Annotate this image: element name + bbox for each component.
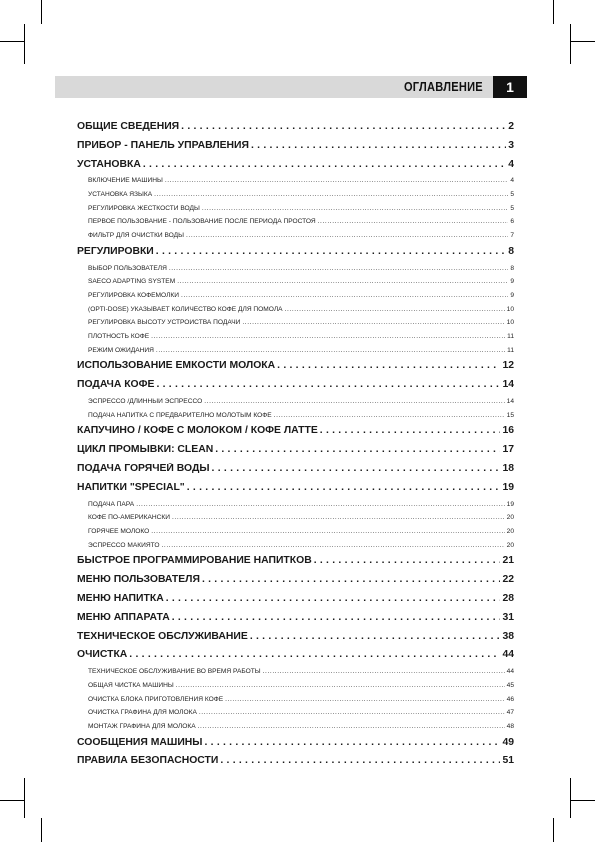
toc-dot-leader: [263, 668, 505, 675]
toc-dot-leader: [225, 696, 505, 703]
toc-section-entry[interactable]: [77, 463, 514, 482]
toc-dot-leader: [320, 425, 501, 436]
toc-entry-label: ПЕРВОЕ ПОЛЬЗОВАНИЕ - ПОЛЬЗОВАНИЕ ПОСЛЕ ПЕРИОДА ПРОСТОЯ: [88, 218, 316, 226]
toc-entry-page-number: 5: [510, 191, 514, 199]
toc-entry-page-number: 4: [510, 177, 514, 185]
toc-dot-leader: [129, 649, 500, 660]
toc-entry-page-number: 11: [507, 333, 514, 341]
toc-subsection-entry[interactable]: [77, 542, 514, 556]
toc-entry-page-number: 49: [502, 736, 514, 748]
toc-dot-leader: [176, 682, 505, 689]
toc-entry-label: БЫСТРОЕ ПРОГРАММИРОВАНИЕ НАПИТКОВ: [77, 555, 312, 567]
toc-subsection-entry[interactable]: [77, 528, 514, 542]
toc-subsection-entry[interactable]: [77, 514, 514, 528]
toc-dot-leader: [204, 398, 504, 405]
toc-subsection-entry[interactable]: [77, 723, 514, 737]
toc-entry-label: ОБЩИЕ СВЕДЕНИЯ: [77, 121, 180, 132]
toc-entry-page-number: 4: [508, 158, 514, 170]
toc-entry-label: ПРИБОР - ПАНЕЛЬ УПРАВЛЕНИЯ: [77, 139, 249, 151]
toc-entry-page-number: 19: [506, 500, 514, 508]
toc-subsection-entry[interactable]: [77, 232, 514, 246]
toc-subsection-entry[interactable]: [77, 306, 514, 320]
toc-entry-label: ПОДАЧА ГОРЯЧЕЙ ВОДЫ: [77, 463, 210, 474]
toc-entry-page-number: 8: [508, 245, 514, 257]
toc-subsection-entry[interactable]: [77, 696, 514, 710]
toc-entry-label: УСТАНОВКА: [77, 158, 141, 170]
toc-entry-label: ЦИКЛ ПРОМЫВКИ: CLEAN: [77, 444, 214, 456]
toc-entry-label: ПОДАЧА КОФЕ: [77, 379, 155, 391]
toc-entry-label: ГОРЯЧЕЕ МОЛОКО: [88, 527, 150, 535]
toc-entry-page-number: 22: [502, 574, 514, 586]
toc-dot-leader: [172, 612, 501, 623]
toc-section-entry[interactable]: [77, 121, 514, 140]
crop-mark-bottom-right-h: [571, 800, 595, 801]
toc-entry-label: (OPTI-DOSE) УКАЗЫВАЕТ КОЛИЧЕСТВО КОФЕ ДЛЯ ПОМОЛА: [88, 305, 283, 313]
toc-entry-page-number: 21: [502, 555, 514, 567]
crop-mark-bottom-left-v: [41, 818, 42, 842]
toc-dot-leader: [314, 555, 501, 566]
toc-dot-leader: [136, 501, 504, 508]
toc-entry-page-number: 46: [506, 695, 514, 703]
toc-entry-page-number: 44: [506, 668, 514, 676]
toc-entry-page-number: 6: [510, 218, 514, 226]
toc-entry-label: ОЧИСТКА БЛОКА ПРИГОТОВЛЕНИЯ КОФЕ: [88, 695, 224, 703]
toc-entry-page-number: 15: [506, 411, 514, 419]
toc-subsection-entry[interactable]: [77, 205, 514, 219]
toc-entry-page-number: 51: [502, 755, 514, 767]
toc-dot-leader: [212, 463, 501, 474]
toc-entry-page-number: 31: [502, 611, 514, 623]
toc-entry-label: РЕГУЛИРОВКА ЖЕСТКОСТИ ВОДЫ: [88, 204, 200, 212]
toc-dot-leader: [274, 412, 505, 419]
toc-entry-page-number: 48: [506, 722, 514, 730]
toc-entry-page-number: 12: [502, 360, 514, 372]
toc-dot-leader: [199, 709, 505, 716]
crop-mark-bottom-right-v2: [570, 778, 571, 818]
toc-entry-label: ОБЩАЯ ЧИСТКА МАШИНЫ: [88, 681, 174, 689]
toc-dot-leader: [166, 593, 501, 604]
toc-section-entry[interactable]: [77, 737, 514, 756]
toc-entry-label: МЕНЮ АППАРАТА: [77, 611, 170, 623]
toc-entry-page-number: 9: [510, 292, 514, 299]
toc-entry-page-number: 19: [502, 481, 514, 493]
toc-entry-page-number: 9: [510, 278, 514, 286]
toc-dot-leader: [250, 631, 501, 642]
toc-entry-label: ПЛОТНОСТЬ КОФЕ: [88, 333, 150, 341]
toc-entry-label: ПРАВИЛА БЕЗОПАСНОСТИ: [77, 755, 219, 767]
toc-entry-label: ИСПОЛЬЗОВАНИЕ ЕМКОСТИ МОЛОКА: [77, 360, 276, 372]
crop-mark-top-left-v: [41, 0, 42, 24]
toc-entry-page-number: 5: [510, 204, 514, 212]
toc-dot-leader: [181, 292, 508, 299]
toc-entry-label: ТЕХНИЧЕСКОЕ ОБСЛУЖИВАНИЕ ВО ВРЕМЯ РАБОТЫ: [88, 668, 261, 676]
toc-subsection-entry[interactable]: [77, 501, 514, 515]
toc-section-entry[interactable]: [77, 425, 514, 444]
toc-dot-leader: [220, 755, 500, 766]
toc-dot-leader: [151, 528, 504, 535]
toc-entry-label: ВКЛЮЧЕНИЕ МАШИНЫ: [88, 177, 163, 185]
toc-dot-leader: [169, 265, 508, 272]
page-title: ОГЛАВЛЕНИЕ: [404, 79, 483, 94]
toc-entry-page-number: 11: [507, 346, 514, 354]
toc-entry-label: МЕНЮ НАПИТКА: [77, 592, 164, 604]
toc-entry-label: ПОДАЧА ПАРА: [88, 500, 135, 508]
toc-subsection-entry[interactable]: [77, 319, 514, 333]
toc-entry-label: ВЫБОР ПОЛЬЗОВАТЕЛЯ: [88, 264, 167, 272]
crop-mark-bottom-right-v: [553, 818, 554, 842]
toc-entry-page-number: 18: [502, 463, 514, 474]
toc-entry-label: ПОДАЧА НАПИТКА С ПРЕДВАРИТЕЛНО МОЛОТЫМ КОФЕ: [88, 411, 272, 419]
toc-subsection-entry[interactable]: [77, 682, 514, 696]
toc-entry-label: РЕГУЛИРОВКА КОФЕМОЛКИ: [88, 292, 180, 299]
toc-section-entry[interactable]: [77, 140, 514, 159]
toc-entry-page-number: 47: [506, 709, 514, 717]
toc-entry-label: УСТАНОВКА ЯЗЫКА: [88, 191, 153, 199]
toc-section-entry[interactable]: [77, 755, 514, 774]
toc-section-entry[interactable]: [77, 649, 514, 668]
toc-dot-leader: [143, 159, 506, 170]
toc-entry-label: ТЕХНИЧЕСКОЕ ОБСЛУЖИВАНИЕ: [77, 630, 248, 642]
crop-mark-top-right-v: [553, 0, 554, 24]
toc-dot-leader: [187, 482, 501, 493]
toc-entry-label: РЕГУЛИРОВКИ: [77, 245, 154, 257]
toc-dot-leader: [165, 177, 509, 184]
toc-subsection-entry[interactable]: [77, 278, 514, 292]
toc-dot-leader: [181, 121, 506, 132]
toc-dot-leader: [177, 278, 508, 285]
toc-entry-page-number: 8: [510, 264, 514, 272]
toc-entry-label: МЕНЮ ПОЛЬЗОВАТЕЛЯ: [77, 574, 200, 586]
toc-entry-page-number: 16: [502, 425, 514, 437]
toc-subsection-entry[interactable]: [77, 709, 514, 723]
toc-section-entry[interactable]: [77, 593, 514, 612]
toc-section-entry[interactable]: [77, 444, 514, 463]
toc-entry-label: SAECO ADAPTING SYSTEM: [88, 278, 176, 286]
toc-section-entry[interactable]: [77, 555, 514, 574]
toc-section-entry[interactable]: [77, 360, 514, 379]
toc-dot-leader: [251, 140, 506, 151]
toc-subsection-entry[interactable]: [77, 668, 514, 682]
toc-dot-leader: [318, 218, 509, 225]
toc-entry-page-number: 14: [502, 379, 514, 391]
toc-entry-label: КОФЕ ПО-АМЕРИКАНСКИ: [88, 514, 170, 522]
toc-entry-page-number: 10: [506, 319, 514, 327]
toc-entry-label: МОНТАЖ ГРАФИНА ДЛЯ МОЛОКА: [88, 722, 196, 730]
toc-dot-leader: [156, 379, 500, 390]
toc-dot-leader: [202, 574, 500, 585]
toc-section-entry[interactable]: [77, 574, 514, 593]
toc-entry-page-number: 7: [510, 232, 514, 240]
toc-entry-page-number: 38: [502, 630, 514, 642]
toc-section-entry[interactable]: [77, 246, 514, 265]
toc-dot-leader: [151, 333, 505, 340]
toc-dot-leader: [186, 232, 508, 239]
toc-section-entry[interactable]: [77, 159, 514, 178]
toc-dot-leader: [285, 306, 505, 313]
toc-entry-label: РЕЖИМ ОЖИДАНИЯ: [88, 346, 154, 354]
toc-section-entry[interactable]: [77, 379, 514, 398]
toc-dot-leader: [242, 319, 504, 326]
toc-subsection-entry[interactable]: [77, 347, 514, 361]
toc-entry-page-number: 45: [506, 681, 514, 689]
toc-dot-leader: [156, 246, 506, 257]
toc-subsection-entry[interactable]: [77, 292, 514, 306]
toc-entry-label: ФИЛЬТР ДЛЯ ОЧИСТКИ ВОДЫ: [88, 232, 184, 240]
toc-section-entry[interactable]: [77, 612, 514, 631]
toc-entry-page-number: 14: [506, 398, 514, 406]
toc-entry-page-number: 2: [508, 121, 514, 132]
toc-dot-leader: [204, 737, 500, 748]
toc-entry-page-number: 20: [506, 527, 514, 535]
toc-subsection-entry[interactable]: [77, 177, 514, 191]
toc-entry-label: ЭСПРЕССО /ДЛИННЫЙ ЭСПРЕССО: [88, 398, 203, 406]
toc-entry-page-number: 20: [506, 514, 514, 522]
toc-entry-page-number: 10: [506, 305, 514, 313]
crop-mark-top-right-v2: [570, 24, 571, 64]
toc-entry-label: ОЧИСТКА: [77, 649, 128, 661]
toc-subsection-entry[interactable]: [77, 412, 514, 426]
toc-entry-page-number: 28: [502, 592, 514, 604]
toc-entry-label: ОЧИСТКА ГРАФИНА ДЛЯ МОЛОКА: [88, 709, 197, 717]
toc-entry-label: КАПУЧИНО / КОФЕ С МОЛОКОМ / КОФЕ ЛАТТЕ: [77, 425, 318, 437]
toc-dot-leader: [172, 514, 505, 521]
toc-subsection-entry[interactable]: [77, 191, 514, 205]
toc-dot-leader: [198, 723, 505, 730]
toc-entry-label: ЭСПРЕССО МАКИЯТО: [88, 541, 160, 549]
toc-dot-leader: [277, 360, 500, 371]
crop-mark-top-right-h: [571, 41, 595, 42]
toc-entry-page-number: 44: [502, 649, 514, 661]
toc-entry-page-number: 20: [506, 541, 514, 549]
toc-section-entry[interactable]: [77, 482, 514, 501]
toc-subsection-entry[interactable]: [77, 265, 514, 279]
crop-mark-top-left-h: [0, 41, 24, 42]
toc-entry-page-number: 3: [508, 139, 514, 151]
toc-dot-leader: [202, 205, 509, 212]
toc-entry-label: НАПИТКИ "SPECIAL": [77, 481, 185, 493]
toc-dot-leader: [161, 542, 504, 549]
toc-subsection-entry[interactable]: [77, 398, 514, 412]
chapter-number-badge: 1: [493, 76, 527, 98]
toc-entry-label: СООБЩЕНИЯ МАШИНЫ: [77, 736, 203, 748]
crop-mark-bottom-left-h: [0, 800, 24, 801]
crop-mark-top-left-v2: [24, 24, 25, 64]
toc-dot-leader: [215, 444, 500, 455]
crop-mark-bottom-left-v2: [24, 778, 25, 818]
toc-subsection-entry[interactable]: [77, 218, 514, 232]
table-of-contents: [77, 121, 514, 774]
toc-entry-page-number: 17: [502, 444, 514, 456]
toc-subsection-entry[interactable]: [77, 333, 514, 347]
toc-dot-leader: [154, 191, 508, 198]
toc-entry-label: РЕГУЛИРОВКА ВЫСОТУ УСТРОЙСТВА ПОДАЧИ: [88, 319, 241, 327]
toc-dot-leader: [156, 347, 505, 354]
toc-section-entry[interactable]: [77, 631, 514, 650]
